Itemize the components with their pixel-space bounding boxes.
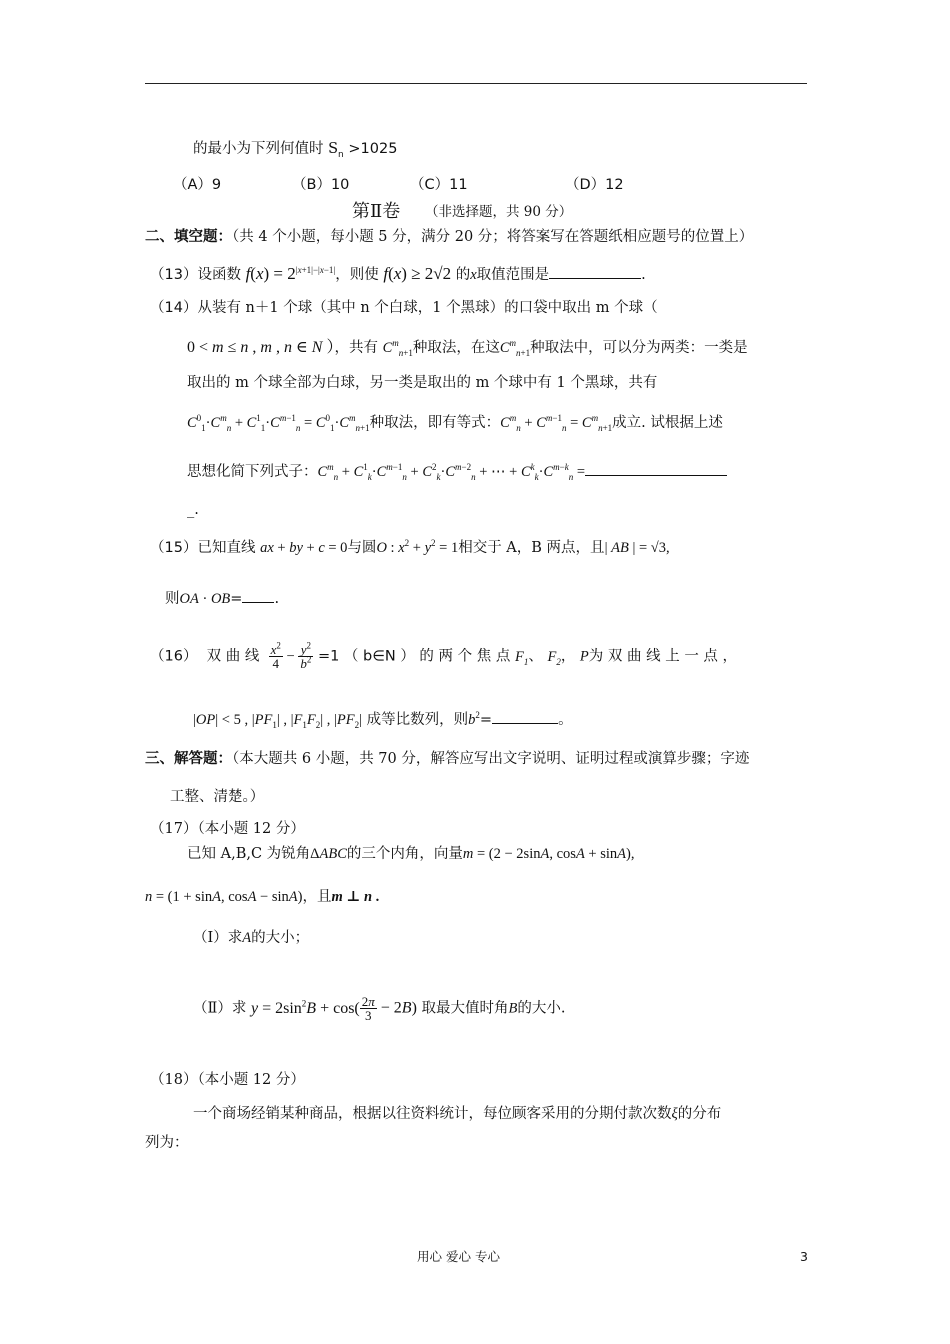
q18-xi: ξ — [671, 1106, 678, 1122]
option-d: （D）12 — [565, 177, 624, 193]
header-rule — [145, 83, 807, 84]
q14-comb-2: $C^m_{n+1}$ — [499, 338, 531, 358]
q15-text-c: 相交于 A，B 两点，且 — [458, 540, 605, 556]
q16-number: （16） — [150, 648, 198, 665]
q17-angle-a: A — [242, 930, 252, 946]
q13-text-a: 设函数 — [197, 267, 241, 283]
section-answer-note-2: 工整、清楚。） — [170, 789, 265, 805]
q14-line-3: 取出的 m 个球全部为白球，另一类是取出的 m 个球中有 1 个黑球，共有 — [187, 375, 658, 391]
q16-focus-2: $F_2$ — [547, 648, 561, 667]
q14-comb-1: $C^m_{n+1}$ — [382, 338, 413, 358]
q16-text-d: ， — [560, 648, 576, 665]
q16-fraction-y: $\frac{y^2}{b^2}$ — [300, 640, 312, 671]
q15-line-equation: ax + by + c = 0 — [260, 540, 348, 556]
q17-perpendicular: m ⊥ n . — [331, 889, 380, 905]
q18-text-1: 一个商场经销某种商品，根据以往资料统计，每位顾客采用的分期付款次数 — [193, 1106, 672, 1122]
q15-answer-blank[interactable] — [242, 602, 274, 603]
q17-function-y: $y = 2\sin^2B + \cos$( — [250, 998, 360, 1017]
q14-line-2 — [187, 340, 748, 356]
section-fill-note: （共 4 个小题，每小题 5 分，满分 20 分；将答案写在答题纸相应题号的位置上） — [232, 229, 754, 245]
q15-text-a: 已知直线 — [197, 540, 256, 556]
q15-line-1 — [150, 538, 670, 556]
section-answer-note: （本大题共 6 小题，共 70 分，解答应写出文字说明、证明过程或演算步骤；字迹 — [232, 751, 750, 767]
prev-question-line — [193, 141, 398, 160]
section-fill-heading: 二、填空题： — [145, 228, 232, 245]
q13-text-c: 的 — [455, 267, 471, 283]
q13-function: f — [245, 264, 251, 283]
q13-line — [150, 265, 646, 283]
q17-vector-m: m = (2 − 2sinA, cosA + sinA), — [462, 846, 635, 862]
q16-answer-blank[interactable] — [492, 723, 558, 724]
q17-fraction: $\frac{2\pi}{3}$ — [361, 994, 375, 1023]
q15-circle-equation: O : $x^2 + y^2 = 1$ — [376, 538, 459, 556]
footer-motto: 用心 爱心 专心 — [417, 1249, 500, 1264]
q16-text-a: 双 曲 线 — [206, 648, 260, 665]
q14-text-5a: 思想化简下列式子： — [187, 464, 318, 480]
q17-text-1a: 已知 A,B,C 为锐角 — [187, 846, 311, 862]
q15-text-then: 则 — [165, 591, 180, 607]
q14-text-4b: 种取法，即有等式： — [369, 415, 501, 431]
q14-text-2d: 种取法中，可以分为两类：一类是 — [530, 340, 748, 356]
q14-text-2b: ，共有 — [334, 340, 378, 356]
q16-equals: = — [479, 712, 493, 728]
q16-fraction-x: $\frac{x^2}{4}$ — [270, 640, 281, 671]
q17-part-1 — [193, 931, 309, 946]
page-number: 3 — [800, 1249, 808, 1264]
q13-answer-blank[interactable] — [549, 278, 641, 279]
q15-end: . — [274, 591, 280, 607]
q17-part1-text-a: （Ⅰ）求 — [193, 930, 243, 946]
q17-angle-b: B — [508, 1000, 518, 1017]
q17-part1-text-b: 的大小； — [251, 930, 310, 946]
q13-exponent: |x+1|−|x−1| — [295, 265, 336, 276]
q18-header: （18）（本小题 12 分） — [150, 1072, 305, 1088]
q14-sum-expression: $C^m_n + C^1_k\cdot C^{m-1}_n + C^2_k\cdot C^{m-2}_n$ + ⋯ + $C^k_k\cdot C^{m-k}_n$ = — [317, 462, 586, 482]
q15-line-2 — [165, 592, 279, 607]
q14-line-1 — [150, 301, 658, 316]
option-c: （C）11 — [410, 177, 468, 193]
q17-line-2 — [145, 890, 379, 905]
q17-text-2b: ，且 — [302, 889, 332, 905]
prev-question-cond: >1025 — [343, 141, 398, 157]
section-fill-line — [145, 230, 753, 245]
q13-number: （13） — [150, 267, 198, 283]
q13-text-d: 取值范围是 — [476, 267, 550, 283]
section-answer-heading: 三、解答题： — [145, 750, 232, 767]
q13-inequality: f(x) ≥ 2√2 — [383, 264, 452, 283]
q16-line-2 — [193, 710, 573, 730]
q16-point-p: P — [579, 648, 589, 665]
q13-var-x: x — [470, 267, 477, 283]
q16-end: 。 — [558, 712, 573, 728]
q16-focus-1: $F_1$ — [514, 648, 529, 667]
q14-text-1: 从装有 n＋1 个球（其中 n 个白球，1 个黑球）的口袋中取出 m 个球（ — [197, 300, 658, 316]
q13-end: . — [641, 267, 646, 283]
q17-line-1 — [187, 847, 634, 862]
q16-text-c: 、 — [528, 648, 543, 665]
q14-number: （14） — [150, 300, 198, 316]
q14-answer-blank[interactable] — [585, 475, 727, 476]
option-a: （A）9 — [173, 177, 222, 193]
q16-text-e: 为 双 曲 线 上 一 点 ， — [588, 648, 738, 665]
prev-question-text: 的最小为下列何值时 S — [193, 141, 339, 157]
option-b: （B）10 — [292, 177, 350, 193]
q18-line-2: 列为： — [145, 1135, 189, 1151]
q14-tail: _. — [187, 502, 199, 518]
q17-part2-text-a: （Ⅱ）求 — [193, 1000, 247, 1017]
q15-dot-product: OA · OB — [179, 591, 231, 607]
q14-text-2c: 种取法，在这 — [412, 340, 500, 356]
q14-range: 0 < m ≤ n , m , n ∈ N ） — [187, 339, 335, 356]
q18-text-1-end: 的分布 — [677, 1106, 722, 1122]
q15-number: （15） — [150, 540, 198, 556]
q16-text-b: =1 （ b∈N ） 的 两 个 焦 点 — [317, 648, 511, 665]
part2-title: 第Ⅱ卷 — [352, 201, 401, 222]
section-answer-line — [145, 752, 749, 767]
q17-text-1b: 的三个内角，向量 — [346, 846, 463, 862]
q17-header: （17）（本小题 12 分） — [150, 821, 305, 837]
q13-fx: (x) = 2 — [250, 264, 296, 283]
q18-line-1 — [193, 1107, 721, 1122]
q15-equals: = — [230, 591, 243, 607]
q16-conditions: |OP| < 5 , $|PF_1|$ , $|F_1F_2|$ , $|PF_2|$ — [193, 712, 363, 730]
q14-equation: $C^m_n + C^{m-1}_n = C^m_{n+1}$ — [500, 413, 613, 433]
q14-line-5 — [187, 462, 727, 482]
q14-line-4 — [187, 413, 723, 433]
q16-line-1: （16） 双 曲 线 $\frac{x^2}{4}$ − $\frac{y^2}{b^2}$ =1 （ b∈N ） 的 两 个 焦 点 $F_1$、 $F_2$， P为 双 曲 线 上 一 点 ， — [150, 640, 738, 671]
q15-text-b: 与圆 — [347, 540, 377, 556]
q14-text-4d: 成立. 试根据上述 — [612, 415, 723, 431]
q17-triangle: ΔABC — [310, 846, 347, 862]
q13-text-b: ，则使 — [335, 267, 379, 283]
q17-function-tail: − 2B) — [376, 999, 417, 1017]
q16-text-2b: 成等比数列，则 — [366, 712, 469, 728]
q16-b-squared: $b^2$ — [468, 710, 480, 728]
q17-part-2 — [193, 995, 565, 1022]
q17-vector-n: n = (1 + sinA, cosA − sinA) — [145, 889, 303, 905]
q17-part2-text-b: 取最大值时角 — [421, 1000, 509, 1017]
q14-identity: $C^0_1\cdot C^m_n + C^1_1\cdot C^{m-1}_n = C^0_1\cdot C^m_{n+1}$ — [187, 413, 370, 433]
q17-part2-text-c: 的大小. — [517, 1000, 566, 1017]
part2-subtitle: （非选择题，共 90 分） — [425, 204, 573, 220]
prev-question-sub: n — [338, 149, 344, 160]
q15-chord-length: | AB | = √3, — [604, 540, 670, 556]
